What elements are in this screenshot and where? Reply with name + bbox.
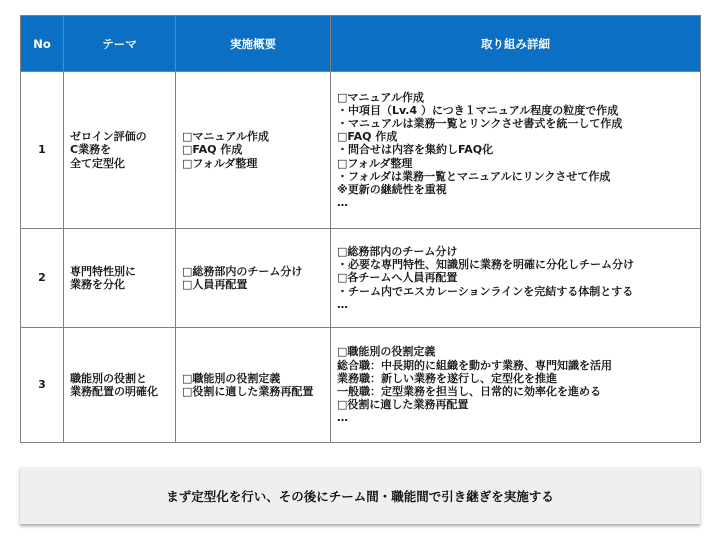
detail-line: □総務部内のチーム分け — [337, 244, 458, 258]
detail-line: 総合職：中長期的に組織を動かす業務、専門知識を活用 — [337, 358, 612, 372]
row-theme — [64, 229, 176, 328]
detail-line: ・フォルダは業務一覧とマニュアルにリンクさせて作成 — [337, 169, 611, 183]
header-no: No — [21, 16, 64, 72]
theme-line: 専門特性別に — [70, 264, 136, 278]
detail-line: ・必要な専門特性、知識別に業務を明確に分化しチーム分け — [337, 258, 634, 272]
row-summary — [176, 328, 331, 443]
detail-line: □フォルダ整理 — [337, 156, 413, 170]
detail-line: □職能別の役割定義 — [337, 345, 436, 359]
table-row — [21, 72, 701, 229]
row-details — [331, 328, 701, 443]
row-summary — [176, 72, 331, 229]
summary-line: □人員再配置 — [182, 278, 248, 291]
detail-line: ・チーム内でエスカレーションラインを完結する体制とする — [337, 284, 634, 298]
detail-line: ・問合せは内容を集約しFAQ化 — [337, 143, 494, 157]
detail-line: … — [337, 411, 348, 425]
detail-line: … — [337, 297, 348, 311]
row-theme — [64, 72, 176, 229]
detail-line: □各チームへ人員再配置 — [337, 271, 458, 285]
row-no: 3 — [21, 328, 64, 443]
row-no: 1 — [21, 72, 64, 229]
header-theme: テーマ — [64, 16, 176, 72]
row-details — [331, 229, 701, 328]
theme-line: ゼロイン評価の — [70, 130, 147, 144]
summary-line: □マニュアル作成 — [182, 130, 269, 144]
summary-message: まず定型化を行い、その後にチーム間・職能間で引き継ぎを実施する — [166, 488, 554, 504]
summary-line: □総務部内のチーム分け — [182, 264, 303, 278]
theme-line: 業務配置の明確化 — [70, 385, 158, 398]
plan-table — [20, 15, 701, 443]
row-details — [331, 72, 701, 229]
detail-line: □役割に適した業務再配置 — [337, 398, 469, 412]
theme-line: 職能別の役割と — [70, 371, 147, 385]
summary-banner — [20, 467, 700, 524]
header-row — [21, 16, 701, 72]
detail-line: 業務職：新しい業務を遂行し、定型化を推進 — [337, 371, 557, 385]
table-row — [21, 328, 701, 443]
theme-line: 業務を分化 — [70, 278, 125, 291]
theme-line: 全て定型化 — [70, 156, 125, 170]
header-details: 取り組み詳細 — [331, 16, 701, 72]
detail-line: □マニュアル作成 — [337, 90, 424, 104]
header-summary: 実施概要 — [176, 16, 331, 72]
theme-line: C業務を — [70, 143, 112, 157]
detail-line: … — [337, 196, 348, 210]
summary-line: □役割に適した業務再配置 — [182, 385, 314, 398]
table-row — [21, 229, 701, 328]
summary-line: □職能別の役割定義 — [182, 371, 281, 385]
row-no: 2 — [21, 229, 64, 328]
row-theme — [64, 328, 176, 443]
detail-line: 一般職：定型業務を担当し、日常的に効率化を進める — [337, 385, 601, 398]
detail-line: □FAQ 作成 — [337, 130, 398, 144]
detail-line: ・マニュアルは業務一覧とリンクさせ書式を統一して作成 — [337, 116, 623, 130]
detail-line: ※更新の継続性を重視 — [337, 183, 447, 196]
summary-line: □フォルダ整理 — [182, 156, 258, 170]
summary-line: □FAQ 作成 — [182, 143, 243, 157]
row-summary — [176, 229, 331, 328]
detail-line: ・中項目（Lv.4 ）につき１マニュアル程度の粒度で作成 — [337, 103, 619, 117]
